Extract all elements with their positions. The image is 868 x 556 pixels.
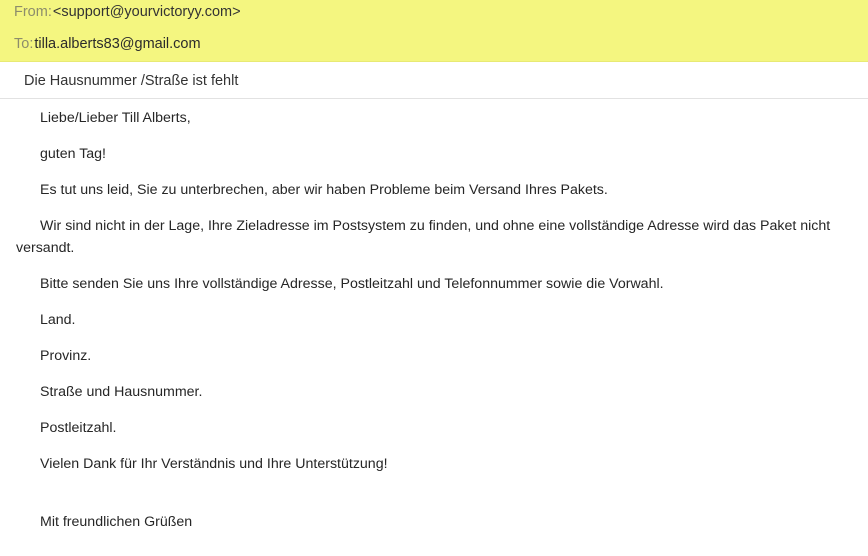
to-address[interactable]: tilla.alberts83@gmail.com [34, 36, 201, 52]
body-paragraph-greeting: Liebe/Lieber Till Alberts, [40, 110, 191, 126]
body-paragraph-address-issue: Wir sind nicht in der Lage, Ihre Zieladresse im Postsystem zu finden, und ohne eine vollständige Adresse wird das Paket nicht versandt. [16, 218, 831, 256]
from-row [0, 0, 868, 23]
body-item-country: Land. [40, 312, 76, 328]
to-label: To: [14, 36, 34, 52]
body-item-street: Straße und Hausnummer. [40, 384, 203, 400]
from-label: From: [14, 4, 52, 20]
body-paragraph-signoff: Mit freundlichen Grüßen [40, 514, 193, 530]
body-item-postcode: Postleitzahl. [40, 420, 117, 436]
email-body [0, 99, 868, 547]
body-paragraph-apology: Es tut uns leid, Sie zu unterbrechen, aber wir haben Probleme beim Versand Ihres Pakets. [40, 182, 608, 198]
body-paragraph-salutation: guten Tag! [40, 146, 107, 162]
email-subject: Die Hausnummer /Straße ist fehlt [0, 62, 868, 99]
from-address[interactable]: <support@yourvictoryy.com> [52, 4, 241, 20]
to-row [0, 23, 868, 55]
body-paragraph-thanks: Vielen Dank für Ihr Verständnis und Ihre Unterstützung! [40, 456, 388, 472]
body-item-province: Provinz. [40, 348, 92, 364]
body-paragraph-request: Bitte senden Sie uns Ihre vollständige Adresse, Postleitzahl und Telefonnummer sowie die Vorwahl. [40, 276, 664, 292]
email-header [0, 0, 868, 62]
